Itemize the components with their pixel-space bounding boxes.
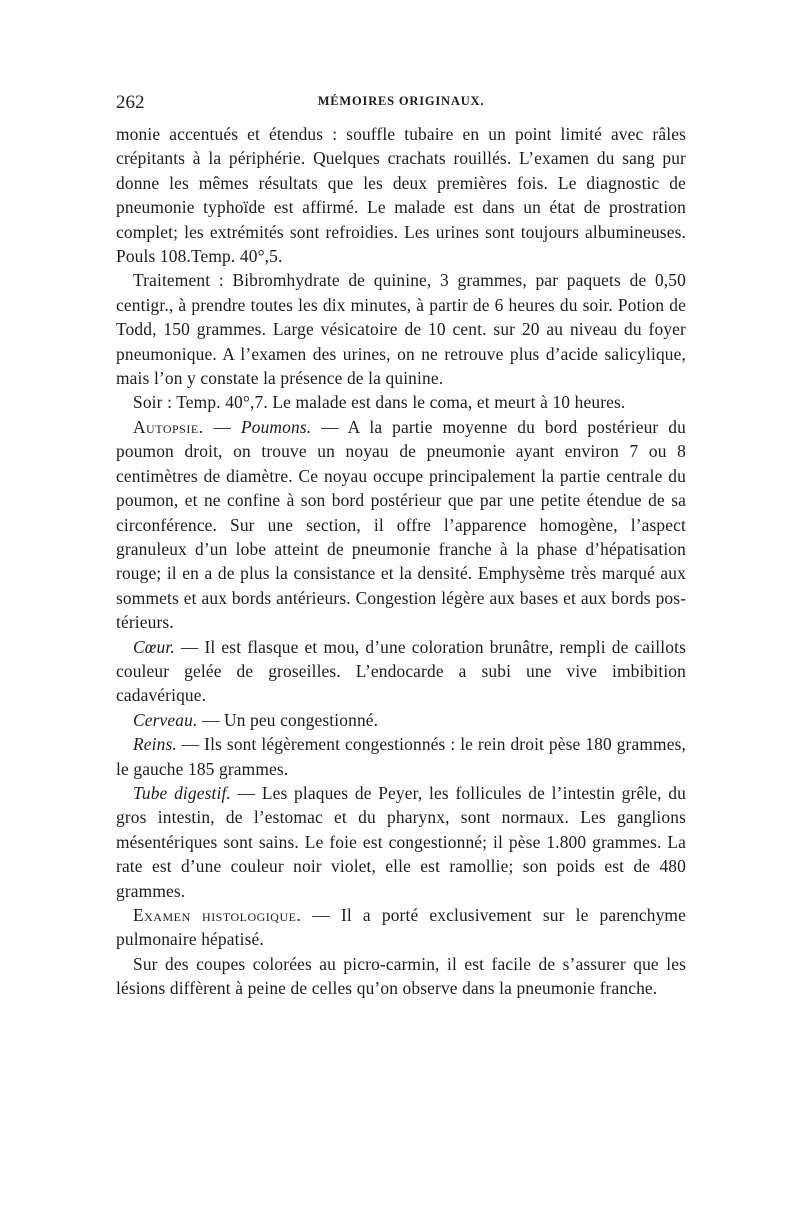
page-number: 262 [116,92,145,113]
subheading-reins: Reins. [133,734,177,755]
paragraph-soir: Soir : Temp. 40°,7. Le malade est dans le coma, et meurt à 10 heures. [133,392,626,413]
section-heading-autopsie: Autopsie. [133,416,204,437]
paragraph-autopsie: Autopsie. — Poumons. — A la partie moyenne du bord postérieur du poumon droit, on trouve un noyau de pneumonie ayant environ 7 ou 8 centimètres de diamètre. Ce noyau occupe principalement la partie centrale du poumon, et ne confine à son bord postérieur que par une petite étendue de sa circonférence. Sur une section, il offre l’apparence homogène, l’aspect granuleux d’un lobe atteint de pneumonie franche à la phase d’hépatisation rouge; il en a de plus la consistance et la densité. Emphysème très marqué aux sommets et aux bords antérieurs. Congestion légère aux bases et aux bords postérieurs. [116,416,686,633]
subheading-coeur: Cœur. [133,636,175,657]
subheading-tube-digestif: Tube digestif. [133,782,231,803]
paragraph-examen-histologique: Examen histologique. — Il a porté exclusivement sur le parenchyme pulmonaire hépatisé. [116,905,686,950]
page-header [116,92,686,122]
running-head: MÉMOIRES ORIGINAUX. [317,94,485,108]
paragraph-continuation: monie accentués et étendus : souffle tubaire en un point limité avec râles crépitants à la périphérie. Quelques crachats rouillés. L’examen du sang pur donne les mêmes résultats que les deux premières fois. Le diagnostic de pneumonie typhoïde est affirmé. Le malade est dans un état de prostration complet; les extrémités sont refroidies. Les urines sont toujours albumineuses. Pouls 108.Temp. 40°,5. [116,124,686,267]
book-page [116,92,686,1001]
paragraph-tube-digestif: Tube digestif. — Les plaques de Peyer, les follicules de l’intestin grêle, du gros intestin, de l’estomac et du pharynx, sont normaux. Les ganglions mésentériques sont sains. Le foie est congestionné; il pèse 1.800 grammes. La rate est d’une couleur noir violet, elle est ramollie; son poids est de 480 grammes. [116,782,686,901]
paragraph-cerveau: Cerveau. — Un peu congestionné. [133,709,379,730]
subheading-poumons: Poumons. [240,416,312,437]
subheading-cerveau: Cerveau. [133,709,198,730]
body-text [116,122,686,1001]
paragraph-traitement: Traitement : Bibromhydrate de quinine, 3 grammes, par paquets de 0,50 centigr., à prendre toutes les dix minutes, à partir de 6 heures du soir. Potion de Todd, 150 grammes. Large vésicatoire de 10 cent. sur 20 au niveau du foyer pneumonique. A l’examen des urines, on ne retrouve plus d’acide salicylique, mais l’on y constate la présence de la quinine. [116,270,686,389]
section-heading-examen-histologique: Examen histologique. [133,905,302,925]
paragraph-reins: Reins. — Ils sont légèrement congestionnés : le rein droit pèse 180 grammes, le gauche 185 grammes. [116,734,686,779]
paragraph-conclusion: Sur des coupes colorées au picro-carmin, il est facile de s’assurer que les lésions diffèrent à peine de celles qu’on observe dans la pneumonie franche. [116,953,686,999]
paragraph-coeur: Cœur. — Il est flasque et mou, d’une coloration brunâtre, rempli de caillots couleur gelée de groseilles. L’endocarde a subi une vive imbibition cadavérique. [116,636,686,706]
